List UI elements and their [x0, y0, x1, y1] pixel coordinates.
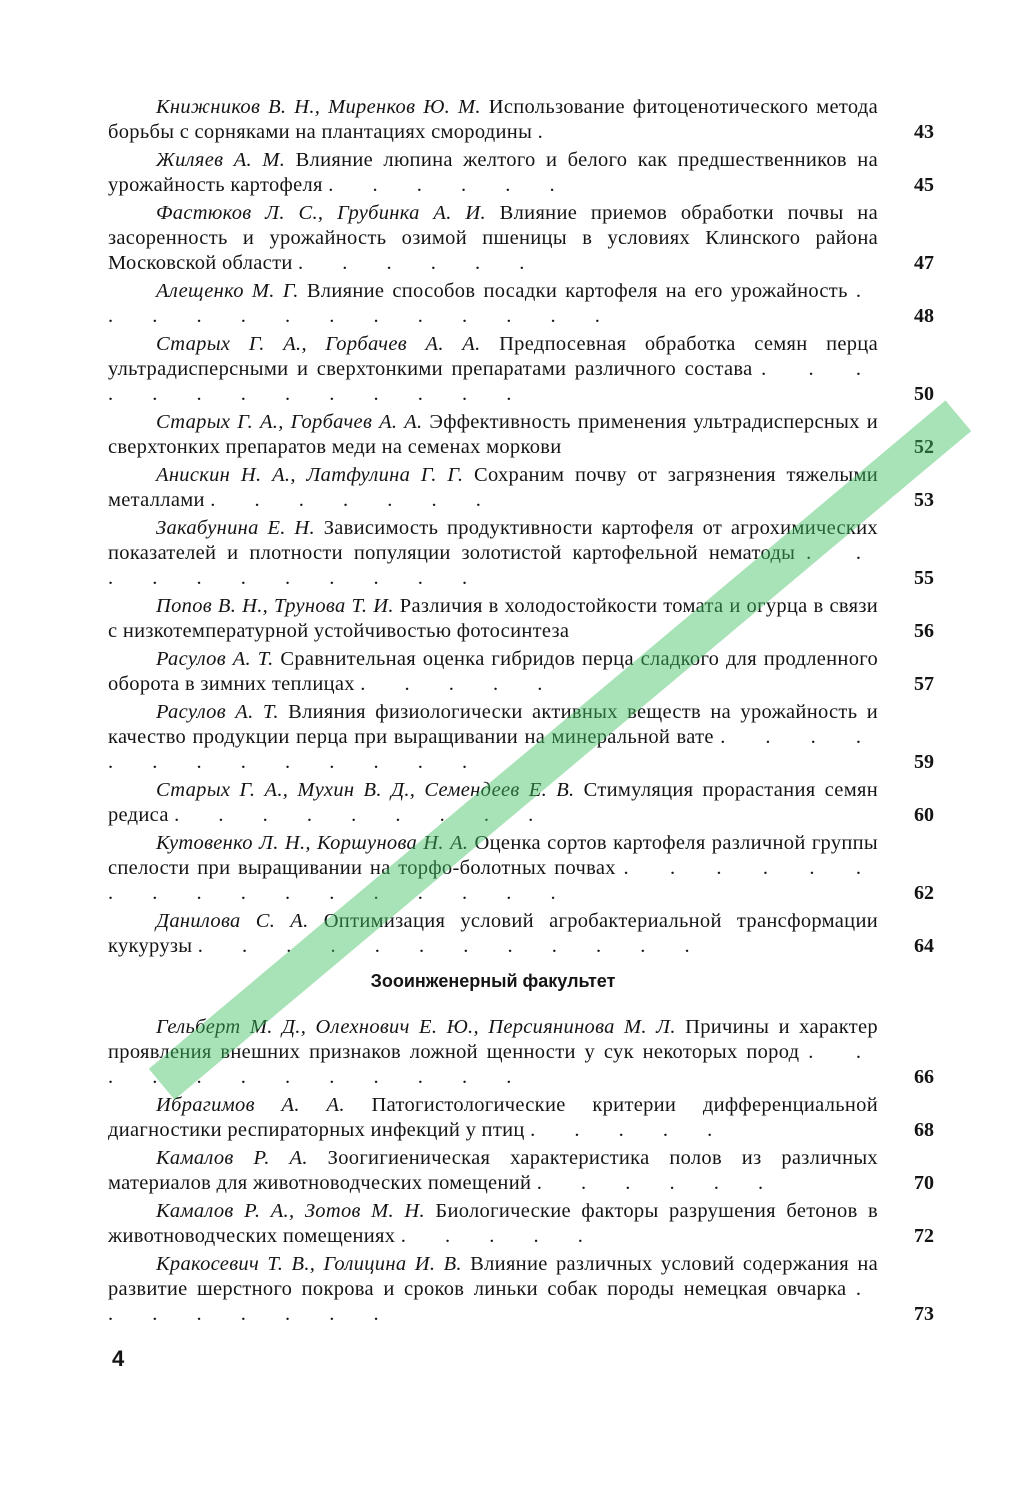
- entry-title: Различия в холодостойкости томата и огурца в связи с низкотемпературной устойчивостью фотосинтеза: [108, 595, 878, 642]
- toc-entry: Фастюков Л. С., Грубинка А. И. Влияние приемов обработки почвы на засоренность и урожайность озимой пшеницы в условиях Клинского района Московской области . . . . . . 47: [108, 201, 878, 276]
- entry-title: Зоогигиеническая характеристика полов из различных материалов для животноводческих помещений: [108, 1147, 878, 1194]
- entry-title: Влияние люпина желтого и белого как предшественников на урожайность картофеля: [108, 149, 878, 196]
- entry-title: Зависимость продуктивности картофеля от агрохимических показателей и плотности популяции золотистой картофельной нематоды: [108, 517, 878, 564]
- entry-title: Стимуляция прорастания семян редиса: [108, 779, 878, 826]
- toc-entry: [108, 594, 934, 644]
- table-of-contents: [108, 1015, 934, 1330]
- entry-title: Сравнительная оценка гибридов перца сладкого для продленного оборота в зимних теплицах: [108, 648, 878, 695]
- entry-page: 68: [914, 1119, 934, 1141]
- entry-title: Эффективность применения ультрадисперсных и сверхтонких препаратов меди на семенах моркови: [108, 411, 878, 458]
- entry-page: 48: [914, 305, 934, 327]
- entry-authors: Расулов А. Т.: [156, 701, 279, 723]
- page-number: 4: [112, 1346, 125, 1371]
- entry-title: Влияние приемов обработки почвы на засоренность и урожайность озимой пшеницы в условиях Клинского района Московской области: [108, 202, 878, 274]
- entry-title: Оптимизация условий агробактериальной трансформации кукурузы: [108, 910, 878, 957]
- entry-page: 56: [914, 620, 934, 642]
- entry-title: Использование фитоценотического метода борьбы с сорняками на плантациях смородины: [108, 96, 878, 143]
- entry-authors: Жиляев А. М.: [156, 149, 286, 171]
- entry-page: 73: [914, 1303, 934, 1325]
- entry-page: 66: [914, 1066, 934, 1088]
- entry-page: 47: [914, 252, 934, 274]
- toc-entry: Камалов Р. А. Зоогигиеническая характеристика полов из различных материалов для животноводческих помещений . . . . . . 70: [108, 1146, 878, 1196]
- entry-title: Патогистологические критерии дифференциальной диагностики респираторных инфекций у птиц: [108, 1094, 878, 1141]
- entry-title: Влияние различных условий содержания на развитие шерстного покрова и сроков линьки собак породы немецкая овчарка: [108, 1253, 878, 1300]
- entry-authors: Фастюков Л. С., Грубинка А. И.: [156, 202, 486, 224]
- entry-page: 52: [914, 436, 934, 458]
- entry-page: 57: [914, 673, 934, 695]
- toc-entry: Анискин Н. А., Латфулина Г. Г. Сохраним почву от загрязнения тяжелыми металлами . . . . . . . 53: [108, 463, 878, 513]
- entry-title: Биологические факторы разрушения бетонов в животноводческих помещениях: [108, 1200, 878, 1247]
- entry-page: 59: [914, 751, 934, 773]
- entry-title: Сохраним почву от загрязнения тяжелыми металлами: [108, 464, 878, 511]
- entry-authors: Алещенко М. Г.: [156, 280, 299, 302]
- section-heading: Зооинженерный факультет: [370, 971, 616, 991]
- toc-entry: Жиляев А. М. Влияние люпина желтого и белого как предшественников на урожайность картофеля . . . . . . 45: [108, 148, 878, 198]
- toc-entry: Кракосевич Т. В., Голицина И. В. Влияние различных условий содержания на развитие шерстного покрова и сроков линьки собак породы немецкая овчарка . . . . . . . . 73: [108, 1252, 878, 1327]
- toc-entry: Камалов Р. А., Зотов М. Н. Биологические факторы разрушения бетонов в животноводческих помещениях . . . . . 72: [108, 1199, 878, 1249]
- entry-page: 53: [914, 489, 934, 511]
- entry-title: Причины и характер проявления внешних признаков ложной щенности у сук некоторых пород: [108, 1016, 878, 1063]
- entry-authors: Анискин Н. А., Латфулина Г. Г.: [156, 464, 464, 486]
- entry-page: 45: [914, 174, 934, 196]
- toc-entry: Расулов А. Т. Сравнительная оценка гибридов перца сладкого для продленного оборота в зимних теплицах . . . . . 57: [108, 647, 878, 697]
- toc-entry: Кутовенко Л. Н., Коршунова Н. А. Оценка сортов картофеля различной группы спелости при выращивании на торфо-болотных почвах . . . . . . . . . . . . . . . . . 62: [108, 831, 878, 906]
- toc-entry: Книжников В. Н., Миренков Ю. М. Использование фитоценотического метода борьбы с сорняками на плантациях смородины . 43: [108, 95, 878, 145]
- entry-authors: Попов В. Н., Трунова Т. И.: [156, 595, 394, 617]
- toc-entry: Расулов А. Т. Влияния физиологически активных веществ на урожайность и качество продукции перца при выращивании на минеральной вате . . . . . . . . . . . . . 59: [108, 700, 878, 775]
- entry-authors: Камалов Р. А., Зотов М. Н.: [156, 1200, 425, 1222]
- toc-entry: Закабунина Е. Н. Зависимость продуктивности картофеля от агрохимических показателей и плотности популяции золотистой картофельной нематоды . . . . . . . . . . . 55: [108, 516, 878, 591]
- entry-authors: Старых Г. А., Горбачев А. А.: [156, 333, 481, 355]
- toc-entry: Старых Г. А., Мухин В. Д., Семендеев Е. В. Стимуляция прорастания семян редиса . . . . . . . . . 60: [108, 778, 878, 828]
- entry-page: 72: [914, 1225, 934, 1247]
- toc-entry: [108, 410, 934, 460]
- entry-authors: Камалов Р. А.: [156, 1147, 308, 1169]
- table-of-contents: [108, 95, 934, 962]
- entry-page: 70: [914, 1172, 934, 1194]
- entry-authors: Кутовенко Л. Н., Коршунова Н. А.: [156, 832, 469, 854]
- entry-authors: Гельберт М. Д., Олехнович Е. Ю., Персиянинова М. Л.: [156, 1016, 676, 1038]
- entry-page: 50: [914, 383, 934, 405]
- entry-title: Влияние способов посадки картофеля на его урожайность: [306, 280, 848, 302]
- entry-title: Оценка сортов картофеля различной группы спелости при выращивании на торфо-болотных почвах: [108, 832, 878, 879]
- entry-authors: Данилова С. А.: [156, 910, 309, 932]
- toc-entry: Ибрагимов А. А. Патогистологические критерии дифференциальной диагностики респираторных инфекций у птиц . . . . . 68: [108, 1093, 878, 1143]
- entry-authors: Закабунина Е. Н.: [156, 517, 315, 539]
- entry-page: 64: [914, 935, 934, 957]
- entry-title: Влияния физиологически активных веществ на урожайность и качество продукции перца при выращивании на минеральной вате: [108, 701, 878, 748]
- toc-entry: Гельберт М. Д., Олехнович Е. Ю., Персиянинова М. Л. Причины и характер проявления внешних признаков ложной щенности у сук некоторых пород . . . . . . . . . . . . 66: [108, 1015, 878, 1090]
- entry-page: 62: [914, 882, 934, 904]
- entry-title: Предпосевная обработка семян перца ультрадисперсными и сверхтонкими препаратами различного состава: [108, 333, 878, 380]
- entry-authors: Расулов А. Т.: [156, 648, 274, 670]
- entry-authors: Старых Г. А., Мухин В. Д., Семендеев Е. В.: [156, 779, 575, 801]
- entry-page: 60: [914, 804, 934, 826]
- toc-entry: Данилова С. А. Оптимизация условий агробактериальной трансформации кукурузы . . . . . . . . . . . . 64: [108, 909, 878, 959]
- entry-page: 55: [914, 567, 934, 589]
- toc-entry: Алещенко М. Г. Влияние способов посадки картофеля на его урожайность . . . . . . . . . . . . . 48: [108, 279, 878, 329]
- entry-page: 43: [914, 121, 934, 143]
- entry-authors: Ибрагимов А. А.: [156, 1094, 345, 1116]
- entry-authors: Старых Г. А., Горбачев А. А.: [156, 411, 423, 433]
- toc-entry: Старых Г. А., Горбачев А. А. Предпосевная обработка семян перца ультрадисперсными и сверхтонкими препаратами различного состава . . . . . . . . . . . . . 50: [108, 332, 878, 407]
- entry-authors: Кракосевич Т. В., Голицина И. В.: [156, 1253, 462, 1275]
- entry-authors: Книжников В. Н., Миренков Ю. М.: [156, 96, 481, 118]
